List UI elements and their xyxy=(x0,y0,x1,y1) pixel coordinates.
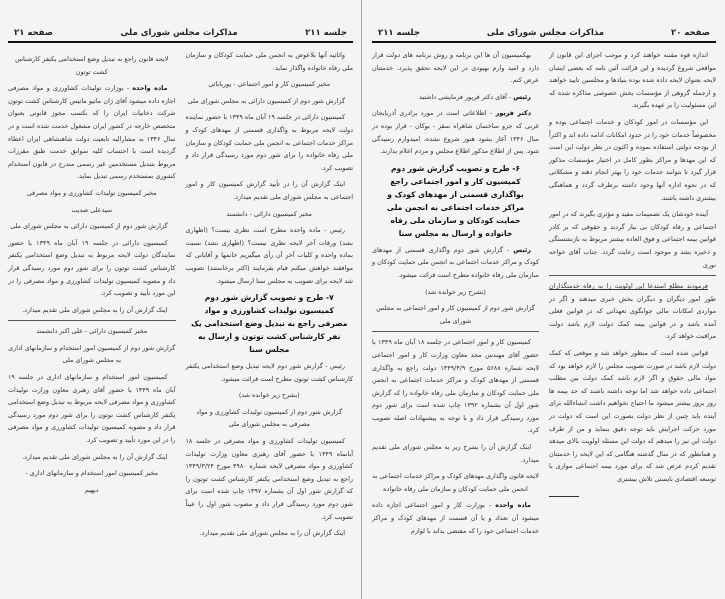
paragraph xyxy=(186,360,354,385)
text: مخبر کمیسیون امور استخدام و سازمانهای اداری - xyxy=(25,469,159,478)
paragraph xyxy=(186,435,354,523)
divider xyxy=(372,331,539,332)
paragraph xyxy=(372,441,539,466)
text: کمیسیون دارائی در جلسه ۱۹ آبان ماه ۱۳۴۹ با حضور نمایندگان دولت لایحه مربوط به تبدیل وضع استخدامی یکنفر کارشناس کشت توتون را برای شور دوم مورد رسیدگی قرار داد و مصوبه کمیسیون تولیدات کشاورزی و مواد مصرفی را در این مورد تأیید و تصویب کرد. xyxy=(8,238,176,298)
text: گزارش شور دوم از کمیسیون امور استخدام و سازمانهای اداری به مجلس شورای ملی xyxy=(8,343,176,365)
column-left xyxy=(372,49,539,541)
text: ۶- طرح و تصویب گزارش شور دوم کمیسیون کار و امور اجتماعی راجع بواگذاری قسمتی از مهدهای کودک و مراکز خدمات اجتماعی به انجمن ملی حمایت کودکان و سازمان ملی رفاه خانواده و ارسال به مجلس سنا xyxy=(386,163,525,238)
text: رئیس - ماده واحده مطرح است نظری نیست؟ (اظهاری نشد) ورقات آخر لایحه نظری نیست؟ (اظهاری نشد) نسبت بماده واحده و کلیات آخر آن رأی میگیریم خانمها و آقایانی که موافقند خواهش میکنم قیام بفرمایند (اکثر برخاستند) تصویب شد لایحه برای تصویب به مجلس سنا ارسال میشود. xyxy=(185,226,353,285)
paragraph xyxy=(186,527,354,540)
column-right xyxy=(549,49,716,541)
paragraph xyxy=(8,451,176,464)
text-columns xyxy=(372,49,716,541)
centered-caption xyxy=(8,342,176,367)
text: قوانین شده است که منظور خواهد شد و موقعی که کمک دولت لازم باشد در صورت تصویب مجلس را لازم خواهد بود که مواد مالی حقوق و اگر لازم باشد کمک دولت بین مطلب اجتماعی داده خواهد شد اما توجه داشته باشند که حد بیمه ها روز بروز بیشتر میشود ما احتیاج نخواهیم داشت انشاءالله برای آینده باید چنین از نظر دولت بصورت این است که دولت در مورد حرکت اجرایش باید توجه دقیق بنماید و من از طرف دولت این نیز را میدهم که دولت این مسئله اولویت بالای میدهد و همانطور که در سال گذشته هنگامی که این لایحه را خدمتتان تقدیم کردم عرض شد که برای مورد بیمه اجتماعی موازی با توسعه اقتصادی بایستی تلاش بیشتری xyxy=(549,349,716,483)
centered-caption xyxy=(8,53,176,78)
header-title: مذاکرات مجلس شورای ملی xyxy=(486,28,605,38)
text: - بوزارت تولیدات کشاورزی و مواد مصرفی اجازه داده میشود آقای ژان ماتیو ماتیس کارشناس کشت توتون شرکت دخانیات ایران را که بکسب مجوز قانونی بعنوان متخصص خارجه در کشور ایران مشغول خدمت شده است و در سال ۱۳۴۶ به مشارالیه تابعیت دولت شاهنشاهی ایران اعطاء گردیده است با احتساب کلیه سوابق خدمت طبق مقررات مربوط بتبدیل مستخدمین غیر رسمی مندرج در قانون استخدام کشوری بمستخدم رسمی تبدیل نماید. xyxy=(8,84,176,181)
text: (بشرح زیر خوانده شد) xyxy=(425,287,486,296)
signature-line xyxy=(8,484,176,497)
paragraph xyxy=(549,208,716,271)
centered-caption xyxy=(372,286,539,299)
signature-line xyxy=(8,467,176,480)
paragraph xyxy=(372,107,539,157)
text: - گزارش شور دوم واگذاری قسمتی از مهدهای کودک و مراکز خدمات اجتماعی به انجمن ملی حمایت کودکان و سازمان ملی رفاه خانواده مطرح است قرائت میشود. xyxy=(372,245,539,279)
speaker-label: دکتر فریور xyxy=(495,109,531,118)
text: مخبر کمیسیون دارائی - علی اکبر دانشمند xyxy=(36,327,148,336)
running-header xyxy=(372,28,716,43)
signature-line xyxy=(186,208,354,221)
section-heading xyxy=(190,291,350,356)
text: گزارش شور دوم از کمیسیون دارائی به مجلس شورای ملی xyxy=(10,222,168,231)
text: سیدعلی صدیب xyxy=(71,205,113,214)
centered-caption xyxy=(186,389,354,402)
text: لایحه قانون راجع به تبدیل وضع استخدامی یکنفر کارشناس کشت توتون xyxy=(15,55,169,76)
text: ۷- طرح و تصویب گزارش شور دوم کمیسیون تولیدات کشاورزی و مواد مصرفی راجع به تبدیل وضع استخدامی یک نفر کارشناس کشت توتون و ارسال به مجلس سنا xyxy=(191,293,348,355)
signature-line xyxy=(8,204,176,217)
paragraph xyxy=(8,304,176,317)
signature-line xyxy=(186,78,354,91)
paragraph xyxy=(549,347,716,486)
text: اینک گزارش آن را بشرح زیر به مجلس شورای ملی تقدیم میدارد. xyxy=(372,443,539,464)
paragraph xyxy=(372,91,539,104)
column-right xyxy=(186,49,354,544)
centered-caption xyxy=(186,406,354,431)
paragraph xyxy=(549,116,716,204)
text: اینک گزارش آن را به مجلس شورای ملی تقدیم میدارد. xyxy=(22,452,168,461)
divider xyxy=(549,496,579,497)
text: کمیسیون امور استخدام و سازمانهای اداری در جلسه ۱۹ آبان ماه ۱۳۴۹ با حضور آقای رهبری معاون وزارت تولیدات کشاورزی و مواد مصرفی لایحه مربوط به تبدیل وضع استخدامی یکنفر کارشناس کشت توتون را برای شور دوم مورد رسیدگی قرار داد و مصوبه کمیسیون تولیدات کشاورزی و مواد مصرفی را در این مورد تأیید و تصویب کرد. xyxy=(8,373,176,445)
centered-caption xyxy=(372,470,539,495)
paragraph xyxy=(186,224,354,287)
paragraph xyxy=(186,111,354,174)
section-heading xyxy=(376,162,535,240)
text: - آقای دکتر فریور فرمایشی داشتید xyxy=(418,92,514,101)
session-number: جلسه ۲۱۱ xyxy=(305,28,347,38)
speaker-label: ماده واحده xyxy=(495,501,531,510)
page-20 xyxy=(362,0,724,599)
paragraph xyxy=(8,237,176,300)
text: - اطلاعاتی است در مورد برادری آذربایجان غربی که جزو ساختمان شاهراه سقز - بوکان - قرار بوده در سال ۱۳۴۶ آغاز بشود هنوز شروع نشده، امیدوارم رسیدگی شود. پس از اطلاع مذکور اطلاع مجلس و مردم اعلام بدارند. xyxy=(372,109,540,156)
text: مخبر کمیسیون کار و امور اجتماعی - پوربابائی xyxy=(208,80,331,89)
paragraph xyxy=(372,49,539,87)
text: بهکمیسیون آن ها این برنامه و روش برنامه های دولت قرار دارد و امید وارم بهبودی در این لایحه تحقق پذیرد. خدمتتان عرض کنم. xyxy=(372,51,539,85)
running-header xyxy=(8,28,353,43)
text-columns xyxy=(8,49,353,544)
text: مخبر کمیسیون تولیدات کشاورزی و مواد مصرفی xyxy=(26,188,157,197)
text: این مؤسسات در امور کودکان و خدمات اجتماعی بوده و مخصوصاً خدمات خود را در حدود امکانات ادامه داده اند و اکثراً از بودجه دولتی استفاده نموده و اکنون در نظر دولت این است که این مهدها و مراکز بطور کامل در اختیار مؤسسات مذکور قرار گیرد تا بتوانند خدمات خود را بهتر انجام دهند و مشکلاتی که در نحوه اداره آنها وجود داشته برطرف گردد و هماهنگی بیشتری داشته باشند. xyxy=(549,117,716,202)
paragraph xyxy=(549,280,716,343)
text: اینک گزارش آن را در تأیید گزارش کمیسیون کار و امور اجتماعی به مجلس شورای ملی تقدیم میدارد. xyxy=(185,180,353,201)
text: آینده خودشان یک تصمیمات مفید و مؤثری بگیرند که در امور اجتماعی و رفاه کودکان بی نیاز گردند و حقوقی که بر کادر قوانین بیمه اجتماعی و فوق العاده بیشتر مربوط به بازنشستگی و ذخیره بشد و موجود است رعایت گردد. جناب آقای خواجه نوری xyxy=(549,210,716,269)
signature-line xyxy=(8,187,176,200)
text: مخبر کمیسیون دارائی - دانشمند xyxy=(226,209,312,218)
speaker-label: رئیس xyxy=(513,245,531,254)
text: - بوزارت کار و امور اجتماعی اجازه داده میشود آن تعداد و یا آن قسمت از مهدهای کودک و مراکز خدمات اجتماعی خود را که مقتضی بداند با لوازم xyxy=(372,501,539,535)
column-left xyxy=(8,49,176,544)
divider xyxy=(8,320,176,321)
text: اندازه قوه مقننه خواهند کرد و موجب اجرای این قانون از مواقعی شروع گردیده و این قرائت آئین نامه که بعضی ایشان لایحه بعنوان لایحه داده شده بوده بنیادها و مجلسین تایید خواهند و ازجمله گروهی از مؤسسات بخش خصوصی مذاکره شده که این مسئولیت را بر عهده بگیرند. xyxy=(549,51,716,110)
text: رئیس - گزارش شور دوم لایحه تبدیل وضع استخدامی یکنفر کارشناس کشت توتون مطرح است قرائت میشود. xyxy=(185,362,353,383)
text: لایحه قانون واگذاری مهدهای کودک و مراکز خدمات اجتماعی به انجمن ملی حمایت کودکان و سازمان ملی رفاه خانواده xyxy=(372,472,539,493)
page-number: صفحه ۲۰ xyxy=(671,28,710,38)
paragraph xyxy=(372,336,539,437)
paragraph xyxy=(186,178,354,203)
paragraph xyxy=(8,82,176,183)
text: گزارش شور دوم از کمیسیون تولیدات کشاورزی و مواد مصرفی به مجلس شورای ملی xyxy=(196,407,343,429)
paragraph xyxy=(372,499,539,537)
text: گزارش شور دوم از کمیسیون کار و امور اجتماعی به مجلس شورای ملی xyxy=(376,304,535,325)
divider xyxy=(549,275,716,276)
paragraph xyxy=(8,220,176,233)
text: اینک گزارش آن را به مجلس شورای ملی تقدیم میدارد. xyxy=(22,305,168,314)
text: کمیسیون دارائی در جلسه ۱۹ آبان ماه ۱۳۴۹ با حضور نماینده دولت لایحه مربوط به واگذاری قسمتی از مهدهای کودک و مراکز خدمات اجتماعی به انجمن ملی حمایت کودکان و سازمان ملی رفاه خانواده را برای شور دوم مورد رسیدگی قرار داد و تصویب کرد. xyxy=(185,113,353,172)
text: گزارش شور دوم از کمیسیون دارائی به مجلس شورای ملی xyxy=(187,96,345,105)
text: طور امور دیگران و دیگران بخش خبری میدهند و اگر در مواردی امکانات مالی جوابگوی تعهداتی که در قوانین فعلی آمده باشد و در قوانین بیمه کمک دولت لازم باشد دولت مراقبت خواهد کرد. xyxy=(549,294,716,341)
page-21 xyxy=(0,0,362,599)
paragraph xyxy=(8,371,176,447)
centered-caption xyxy=(372,302,539,327)
paragraph xyxy=(549,49,716,112)
page-number: صفحه ۲۱ xyxy=(14,28,53,38)
text: کمیسیون تولیدات کشاورزی و مواد مصرفی در جلسه ۱۸ آبانماه ۱۳۴۹ با حضور آقای رهبری معاون وزارت تولیدات کشاورزی و مواد مصرفی لایحه شماره ۴۹۸۰ مورخ ۱۳۴۹/۳/۲۴ راجع به تبدیل وضع استخدامی یکنفر کارشناس کشت توتون را که گزارش شور اول آن بشماره ۱۳۹۷ چاپ شده است برای شور دوم مورد رسیدگی قرار داد و مصوب شور اول را عیناً تصویب کرد. xyxy=(185,437,353,521)
speaker-label: رئیس xyxy=(513,92,531,101)
text: واثاثیه آنها بلاعوض به انجمن ملی حمایت کودکان و سازمان ملی رفاه خانواده واگذار نماید. xyxy=(185,51,353,72)
paragraph xyxy=(372,244,539,282)
text: اینک گزارش آن را به مجلس شورای ملی تقدیم میدارد. xyxy=(199,529,345,538)
session-number: جلسه ۲۱۱ xyxy=(378,28,420,38)
text: کمیسیون کار و امور اجتماعی در جلسه ۱۸ آبان ماه ۱۳۴۹ با حضور آقای مهندس مجد معاون وزارت کار و امور اجتماعی لایحه شماره ۵۶۸۸ مورخ ۱۳۴۹/۴/۹ دولت راجع به واگذاری قسمتی از مهدهای کودک و مراکز خدمات اجتماعی به انجمن ملی حمایت کودکان و سازمان ملی رفاه خانواده را که گزارش شور اول آن بشماره ۱۳۹۲ چاپ شده است برای شور دوم مورد رسیدگی قرار داد و با توجه به پیشنهادات اصله تصویب کرد. xyxy=(372,338,539,435)
paragraph xyxy=(186,95,354,108)
text: دیهیم xyxy=(84,485,99,494)
header-title: مذاکرات مجلس شورای ملی xyxy=(120,28,238,38)
text: (بشرح زیر خوانده شد) xyxy=(238,391,300,400)
speaker-label: ماده واحده xyxy=(132,84,168,93)
paragraph xyxy=(186,49,354,74)
underlined-text: فرمودند مطلع استدعا این اولویت را به رفاه خدمتگذاران xyxy=(549,282,708,291)
signature-line xyxy=(8,325,176,338)
